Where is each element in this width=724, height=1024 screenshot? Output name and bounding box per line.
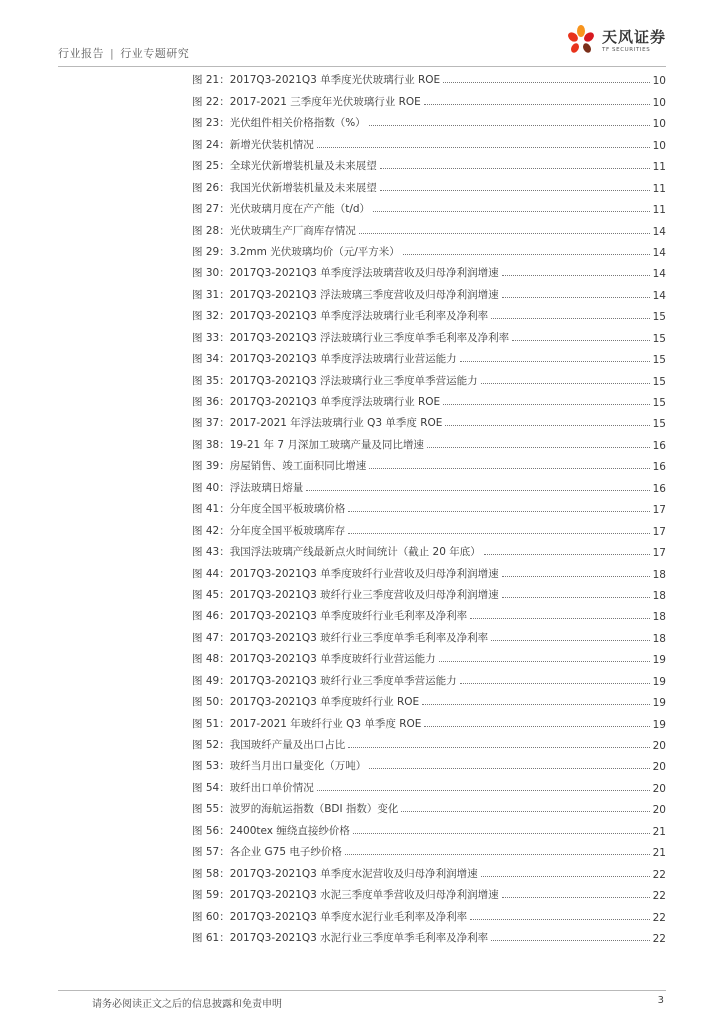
toc-entry-page[interactable]: 20 — [652, 761, 666, 774]
toc-entry-page[interactable]: 10 — [652, 118, 666, 131]
toc-entry-label[interactable]: 图 61：2017Q3-2021Q3 水泥行业三季度单季毛利率及净利率 — [192, 931, 489, 944]
toc-entry-page[interactable]: 20 — [652, 782, 666, 795]
toc-entry[interactable] — [192, 303, 666, 324]
toc-entry[interactable] — [192, 431, 666, 452]
toc-leader-dots — [427, 446, 650, 448]
toc-entry-label[interactable]: 图 33：2017Q3-2021Q3 浮法玻璃行业三季度单季毛利率及净利率 — [192, 331, 510, 344]
toc-entry-label[interactable]: 图 58：2017Q3-2021Q3 单季度水泥营收及归母净利润增速 — [192, 867, 478, 880]
toc-entry-label[interactable]: 图 29：3.2mm 光伏玻璃均价（元/平方米） — [192, 245, 400, 258]
header-section: 行业报告 — [58, 47, 104, 60]
toc-leader-dots — [460, 360, 650, 362]
toc-entry[interactable] — [192, 539, 666, 560]
figure-index-list — [192, 67, 666, 946]
toc-entry-page[interactable]: 15 — [652, 397, 666, 409]
toc-entry-label[interactable]: 图 32：2017Q3-2021Q3 单季度浮法玻璃行业毛利率及净利率 — [192, 310, 489, 323]
toc-leader-dots — [380, 167, 650, 169]
toc-entry-label[interactable]: 图 41：分年度全国平板玻璃价格 — [192, 503, 346, 516]
toc-entry[interactable] — [192, 496, 666, 517]
toc-entry-label[interactable]: 图 36：2017Q3-2021Q3 单季度浮法玻璃行业 ROE — [192, 396, 441, 408]
toc-leader-dots — [439, 660, 650, 662]
toc-leader-dots — [424, 103, 650, 105]
toc-leader-dots — [369, 124, 650, 126]
toc-entry-label[interactable]: 图 21：2017Q3-2021Q3 单季度光伏玻璃行业 ROE — [192, 74, 441, 87]
toc-entry-page[interactable]: 10 — [652, 96, 666, 109]
toc-leader-dots — [348, 510, 649, 512]
toc-entry-label[interactable]: 图 56：2400tex 缠绕直接纱价格 — [192, 824, 350, 837]
toc-entry-page[interactable]: 16 — [652, 482, 666, 495]
toc-entry-page[interactable]: 18 — [652, 589, 666, 602]
toc-entry-label[interactable]: 图 45：2017Q3-2021Q3 玻纤行业三季度营收及归母净利润增速 — [192, 588, 499, 601]
toc-entry-page[interactable]: 15 — [652, 332, 666, 345]
toc-entry-page[interactable]: 21 — [652, 825, 666, 838]
header-subsection: 行业专题研究 — [120, 47, 190, 60]
toc-leader-dots — [502, 575, 650, 577]
toc-entry-label[interactable]: 图 22：2017-2021 三季度年光伏玻璃行业 ROE — [192, 95, 421, 108]
toc-entry-page[interactable]: 22 — [652, 932, 666, 945]
toc-entry-label[interactable]: 图 27：光伏玻璃月度在产产能（t/d） — [192, 203, 371, 216]
logo-name-en: TF SECURITIES — [601, 47, 651, 53]
toc-leader-dots — [460, 682, 650, 684]
toc-leader-dots — [424, 725, 649, 727]
toc-entry[interactable] — [192, 603, 666, 624]
toc-entry[interactable] — [192, 817, 666, 838]
toc-entry[interactable] — [192, 667, 666, 688]
toc-entry-label[interactable]: 图 43：我国浮法玻璃产线最新点火时间统计（截止 20 年底） — [192, 546, 481, 559]
toc-entry-page[interactable]: 22 — [652, 890, 666, 903]
toc-leader-dots — [512, 339, 649, 341]
toc-entry-page[interactable]: 15 — [652, 311, 666, 324]
toc-entry[interactable] — [192, 196, 666, 217]
toc-leader-dots — [348, 532, 649, 534]
toc-entry-page[interactable]: 11 — [652, 204, 666, 217]
toc-leader-dots — [481, 382, 650, 384]
toc-entry[interactable] — [192, 582, 666, 603]
toc-entry-label[interactable]: 图 23：光伏组件相关价格指数（%） — [192, 117, 366, 130]
toc-entry-label[interactable]: 图 26：我国光伏新增装机量及未来展望 — [192, 181, 377, 194]
toc-entry-label[interactable]: 图 55：波罗的海航运指数（BDI 指数）变化 — [192, 803, 399, 816]
toc-entry[interactable] — [192, 367, 666, 388]
toc-leader-dots — [470, 617, 649, 619]
toc-entry[interactable] — [192, 474, 666, 495]
toc-entry-page[interactable]: 14 — [652, 268, 666, 281]
toc-entry-page[interactable]: 20 — [652, 804, 666, 817]
toc-leader-dots — [369, 467, 649, 469]
toc-leader-dots — [345, 853, 650, 855]
toc-entry-label[interactable]: 图 46：2017Q3-2021Q3 单季度玻纤行业毛利率及净利率 — [192, 610, 468, 623]
toc-entry-page[interactable]: 19 — [652, 654, 666, 667]
toc-entry-label[interactable]: 图 53：玻纤当月出口量变化（万吨） — [192, 760, 367, 773]
toc-entry-page[interactable]: 15 — [652, 375, 666, 388]
toc-leader-dots — [443, 403, 649, 405]
toc-entry-page[interactable]: 21 — [652, 847, 666, 860]
toc-entry-page[interactable]: 10 — [652, 75, 666, 88]
toc-entry[interactable] — [192, 517, 666, 538]
toc-leader-dots — [353, 832, 650, 834]
toc-entry-label[interactable]: 图 34：2017Q3-2021Q3 单季度浮法玻璃行业营运能力 — [192, 353, 457, 366]
toc-entry[interactable] — [192, 410, 666, 431]
toc-entry-label[interactable]: 图 48：2017Q3-2021Q3 单季度玻纤行业营运能力 — [192, 653, 436, 666]
toc-entry[interactable] — [192, 839, 666, 860]
toc-leader-dots — [502, 596, 650, 598]
toc-leader-dots — [502, 274, 650, 276]
toc-entry[interactable] — [192, 217, 666, 238]
toc-entry-page[interactable]: 17 — [652, 547, 666, 560]
toc-entry-page[interactable]: 10 — [652, 139, 666, 152]
toc-entry-page[interactable]: 14 — [652, 246, 666, 259]
toc-entry[interactable] — [192, 110, 666, 131]
toc-entry-page[interactable]: 22 — [652, 868, 666, 881]
toc-entry[interactable] — [192, 560, 666, 581]
toc-entry-label[interactable]: 图 52：我国玻纤产量及出口占比 — [192, 739, 346, 751]
toc-entry[interactable] — [192, 324, 666, 345]
toc-leader-dots — [445, 424, 649, 426]
toc-entry-label[interactable]: 图 39：房屋销售、竣工面积同比增速 — [192, 460, 367, 473]
toc-entry-page[interactable]: 16 — [652, 439, 666, 452]
toc-entry[interactable] — [192, 689, 666, 710]
page-number: 3 — [657, 995, 664, 1006]
toc-leader-dots — [317, 789, 650, 791]
toc-entry-page[interactable]: 14 — [652, 225, 666, 238]
toc-entry[interactable] — [192, 860, 666, 881]
toc-leader-dots — [481, 875, 650, 877]
logo-name-cn: 天风证券 — [601, 28, 666, 46]
toc-entry[interactable] — [192, 131, 666, 152]
toc-leader-dots — [401, 810, 649, 812]
toc-entry-page[interactable]: 20 — [652, 740, 666, 752]
toc-entry-label[interactable]: 图 50：2017Q3-2021Q3 单季度玻纤行业 ROE — [192, 696, 420, 709]
toc-entry-label[interactable]: 图 44：2017Q3-2021Q3 单季度玻纤行业营收及归母净利润增速 — [192, 567, 499, 580]
toc-entry[interactable] — [192, 389, 666, 410]
toc-entry-page[interactable]: 15 — [652, 354, 666, 367]
footer-disclaimer: 请务必阅读正文之后的信息披露和免责申明 — [92, 999, 282, 1010]
flower-logo-icon — [564, 24, 598, 58]
toc-entry[interactable] — [192, 882, 666, 903]
toc-entry[interactable] — [192, 239, 666, 260]
toc-entry-label[interactable]: 图 38：19-21 年 7 月深加工玻璃产量及同比增速 — [192, 438, 424, 451]
toc-leader-dots — [373, 210, 650, 212]
toc-entry[interactable] — [192, 153, 666, 174]
toc-entry-label[interactable]: 图 60：2017Q3-2021Q3 单季度水泥行业毛利率及净利率 — [192, 910, 468, 923]
toc-leader-dots — [491, 639, 649, 641]
toc-entry[interactable] — [192, 796, 666, 817]
toc-entry[interactable] — [192, 174, 666, 195]
toc-entry[interactable] — [192, 774, 666, 795]
toc-entry-page[interactable]: 19 — [652, 675, 666, 688]
toc-entry-label[interactable]: 图 30：2017Q3-2021Q3 单季度浮法玻璃营收及归母净利润增速 — [192, 267, 499, 280]
toc-entry-label[interactable]: 图 47：2017Q3-2021Q3 玻纤行业三季度单季毛利率及净利率 — [192, 631, 489, 644]
toc-entry-page[interactable]: 17 — [652, 525, 666, 538]
toc-entry-page[interactable]: 18 — [652, 568, 666, 581]
toc-entry[interactable] — [192, 260, 666, 281]
toc-entry[interactable] — [192, 88, 666, 109]
header-breadcrumb — [58, 45, 189, 61]
toc-entry-page[interactable]: 22 — [652, 911, 666, 924]
toc-entry-page[interactable]: 11 — [652, 161, 666, 174]
toc-entry-label[interactable]: 图 54：玻纤出口单价情况 — [192, 781, 314, 794]
toc-entry[interactable] — [192, 710, 666, 731]
toc-entry-label[interactable]: 图 51：2017-2021 年玻纤行业 Q3 单季度 ROE — [192, 717, 422, 730]
toc-entry-page[interactable]: 16 — [652, 461, 666, 474]
toc-entry-label[interactable]: 图 57：各企业 G75 电子纱价格 — [192, 846, 342, 859]
toc-leader-dots — [470, 918, 649, 920]
toc-leader-dots — [491, 317, 649, 319]
toc-leader-dots — [422, 703, 649, 705]
toc-entry-label[interactable]: 图 37：2017-2021 年浮法玻璃行业 Q3 单季度 ROE — [192, 417, 443, 430]
toc-leader-dots — [484, 553, 650, 555]
toc-entry[interactable] — [192, 453, 666, 474]
toc-entry-page[interactable]: 19 — [652, 718, 666, 731]
toc-entry-page[interactable]: 14 — [652, 289, 666, 302]
toc-leader-dots — [380, 189, 650, 191]
tf-securities-logo — [564, 24, 666, 58]
toc-entry[interactable] — [192, 753, 666, 774]
header-separator: | — [110, 46, 115, 60]
toc-entry-page[interactable]: 11 — [652, 182, 666, 195]
toc-entry[interactable] — [192, 903, 666, 924]
toc-entry-label[interactable]: 图 35：2017Q3-2021Q3 浮法玻璃行业三季度单季营运能力 — [192, 374, 478, 387]
toc-leader-dots — [443, 81, 649, 83]
toc-entry[interactable] — [192, 925, 666, 946]
toc-entry[interactable] — [192, 624, 666, 645]
toc-entry[interactable] — [192, 346, 666, 367]
toc-leader-dots — [359, 232, 650, 234]
toc-leader-dots — [306, 489, 649, 491]
footer-divider — [58, 990, 666, 991]
toc-entry-label[interactable]: 图 24：新增光伏装机情况 — [192, 138, 314, 151]
toc-entry[interactable] — [192, 67, 666, 88]
toc-leader-dots — [348, 746, 649, 748]
toc-leader-dots — [502, 896, 650, 898]
toc-leader-dots — [403, 253, 650, 255]
toc-entry-page[interactable]: 17 — [652, 504, 666, 517]
toc-leader-dots — [502, 296, 650, 298]
toc-entry[interactable] — [192, 281, 666, 302]
toc-entry-label[interactable]: 图 42：分年度全国平板玻璃库存 — [192, 524, 346, 537]
toc-leader-dots — [317, 146, 650, 148]
toc-leader-dots — [491, 939, 649, 941]
toc-entry-label[interactable]: 图 25：全球光伏新增装机量及未来展望 — [192, 160, 377, 173]
toc-entry-page[interactable]: 19 — [652, 697, 666, 710]
toc-entry-label[interactable]: 图 28：光伏玻璃生产厂商库存情况 — [192, 224, 356, 237]
toc-leader-dots — [369, 767, 649, 769]
toc-entry-label[interactable]: 图 40：浮法玻璃日熔量 — [192, 481, 304, 494]
toc-entry-label[interactable]: 图 59：2017Q3-2021Q3 水泥三季度单季营收及归母净利润增速 — [192, 889, 499, 902]
toc-entry-label[interactable]: 图 31：2017Q3-2021Q3 浮法玻璃三季度营收及归母净利润增速 — [192, 288, 499, 301]
toc-entry[interactable] — [192, 646, 666, 667]
toc-entry[interactable] — [192, 732, 666, 753]
toc-entry-page[interactable]: 18 — [652, 632, 666, 645]
toc-entry-label[interactable]: 图 49：2017Q3-2021Q3 玻纤行业三季度单季营运能力 — [192, 674, 457, 687]
toc-entry-page[interactable]: 18 — [652, 611, 666, 624]
toc-entry-page[interactable]: 15 — [652, 418, 666, 431]
